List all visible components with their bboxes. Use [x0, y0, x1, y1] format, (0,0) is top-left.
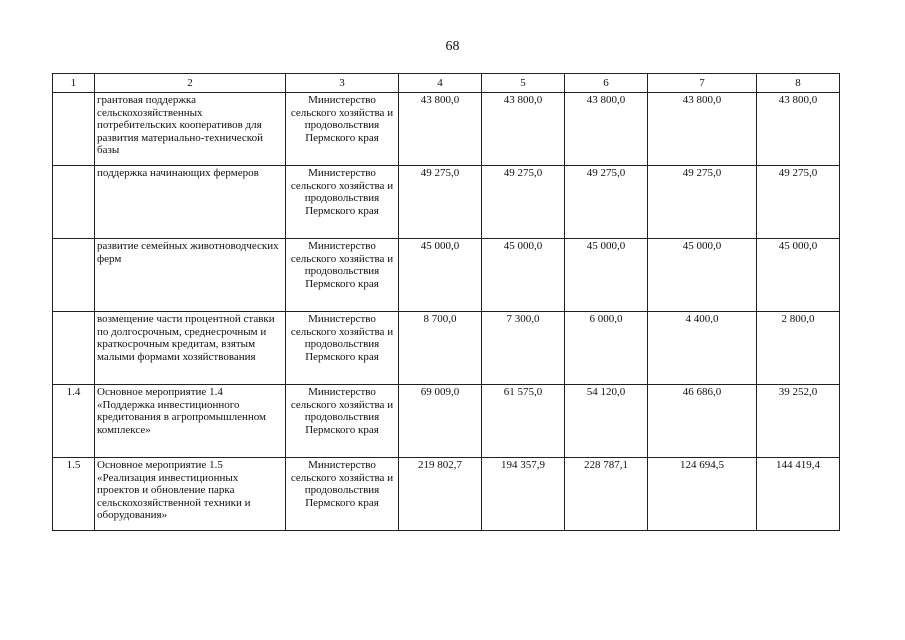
funding-value: 54 120,0: [565, 385, 648, 458]
column-header: 5: [482, 74, 565, 93]
table-header-row: [53, 74, 840, 93]
column-header: 4: [399, 74, 482, 93]
funding-value: 49 275,0: [565, 166, 648, 239]
funding-value: 124 694,5: [648, 458, 757, 531]
funding-value: 4 400,0: [648, 312, 757, 385]
funding-value: 49 275,0: [648, 166, 757, 239]
funding-value: 219 802,7: [399, 458, 482, 531]
activity-name: развитие семейных животноводческих ферм: [95, 239, 286, 312]
funding-value: 144 419,4: [757, 458, 840, 531]
funding-value: 228 787,1: [565, 458, 648, 531]
funding-value: 43 800,0: [565, 93, 648, 166]
row-number: [53, 239, 95, 312]
funding-value: 61 575,0: [482, 385, 565, 458]
column-header: 6: [565, 74, 648, 93]
funding-value: 2 800,0: [757, 312, 840, 385]
activity-name: Основное мероприятие 1.4 «Поддержка инвестиционного кредитования в агропромышленном комплексе»: [95, 385, 286, 458]
table-row: [53, 458, 840, 531]
funding-value: 7 300,0: [482, 312, 565, 385]
activity-name: поддержка начинающих фермеров: [95, 166, 286, 239]
executor: Министерство сельского хозяйства и продовольствия Пермского края: [286, 239, 399, 312]
table-row: [53, 312, 840, 385]
executor: Министерство сельского хозяйства и продовольствия Пермского края: [286, 385, 399, 458]
funding-value: 45 000,0: [648, 239, 757, 312]
funding-value: 39 252,0: [757, 385, 840, 458]
funding-value: 45 000,0: [757, 239, 840, 312]
column-header: 8: [757, 74, 840, 93]
executor: Министерство сельского хозяйства и продовольствия Пермского края: [286, 166, 399, 239]
activity-name: возмещение части процентной ставки по долгосрочным, среднесрочным и краткосрочным кредитам, взятым малыми формами хозяйствования: [95, 312, 286, 385]
executor: Министерство сельского хозяйства и продовольствия Пермского края: [286, 458, 399, 531]
funding-value: 194 357,9: [482, 458, 565, 531]
funding-value: 45 000,0: [399, 239, 482, 312]
row-number: 1.5: [53, 458, 95, 531]
executor: Министерство сельского хозяйства и продовольствия Пермского края: [286, 93, 399, 166]
executor: Министерство сельского хозяйства и продовольствия Пермского края: [286, 312, 399, 385]
funding-value: 43 800,0: [648, 93, 757, 166]
activity-name: грантовая поддержка сельскохозяйственных потребительских кооперативов для развития материально-технической базы: [95, 93, 286, 166]
funding-value: 49 275,0: [482, 166, 565, 239]
program-table: [52, 73, 840, 531]
funding-value: 43 800,0: [757, 93, 840, 166]
funding-value: 8 700,0: [399, 312, 482, 385]
table-row: [53, 166, 840, 239]
funding-value: 49 275,0: [399, 166, 482, 239]
table-row: [53, 385, 840, 458]
funding-value: 43 800,0: [482, 93, 565, 166]
funding-value: 45 000,0: [482, 239, 565, 312]
table-row: [53, 239, 840, 312]
row-number: [53, 93, 95, 166]
page-number: 68: [445, 39, 460, 54]
funding-value: 45 000,0: [565, 239, 648, 312]
funding-value: 43 800,0: [399, 93, 482, 166]
activity-name: Основное мероприятие 1.5 «Реализация инвестиционных проектов и обновление парка сельскохозяйственной техники и оборудования»: [95, 458, 286, 531]
table-row: [53, 93, 840, 166]
funding-value: 49 275,0: [757, 166, 840, 239]
funding-value: 6 000,0: [565, 312, 648, 385]
row-number: [53, 312, 95, 385]
row-number: [53, 166, 95, 239]
row-number: 1.4: [53, 385, 95, 458]
column-header: 3: [286, 74, 399, 93]
funding-value: 69 009,0: [399, 385, 482, 458]
column-header: 2: [95, 74, 286, 93]
funding-value: 46 686,0: [648, 385, 757, 458]
column-header: 1: [53, 74, 95, 93]
column-header: 7: [648, 74, 757, 93]
